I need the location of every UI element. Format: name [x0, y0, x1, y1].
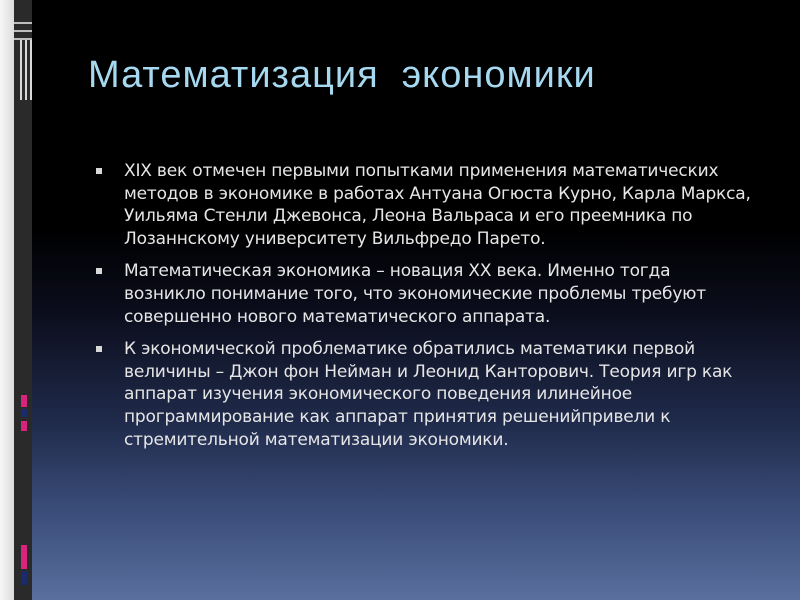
accent-pink-bar	[21, 421, 27, 431]
accent-blue-bar	[21, 571, 27, 585]
accent-blue-bar	[21, 409, 27, 417]
bullet-list	[96, 160, 756, 461]
vertical-bar	[30, 40, 32, 100]
accent-pink-bar	[21, 545, 27, 569]
bullet-text: К экономической проблематике обратились математики первой величины – Джон фон Нейман и Леонид Канторович. Теория игр как аппарат изучения экономического поведения илинейное программирование как аппарат принятия решенийпривели к стремительной математизации экономики.	[124, 339, 733, 450]
bullet-text: Математическая экономика – новация XX века. Именно тогда возникло понимание того, что экономические проблемы требуют совершенно нового математического аппарата.	[124, 261, 706, 327]
deco-line	[14, 22, 32, 24]
square-bullet-icon	[96, 268, 102, 274]
left-light-band	[0, 0, 14, 600]
square-bullet-icon	[96, 168, 102, 174]
square-bullet-icon	[96, 346, 102, 352]
bullet-item	[96, 260, 756, 328]
bullet-item	[96, 160, 756, 250]
accent-pink-bar	[21, 395, 27, 407]
accent-bars	[21, 395, 27, 595]
vertical-bar	[20, 40, 22, 100]
deco-line	[14, 30, 32, 32]
slide-title: Математизация экономики	[88, 54, 596, 96]
vertical-bars-ornament	[20, 40, 34, 100]
bullet-item	[96, 338, 756, 451]
bullet-text: XIX век отмечен первыми попытками применения математических методов в экономике в работах Антуана Огюста Курно, Карла Маркса, Уильяма Стенли Джевонса, Леона Вальраса и его преемника по Лозаннскому университету Вильфредо Парето.	[124, 161, 751, 249]
vertical-bar	[25, 40, 27, 100]
